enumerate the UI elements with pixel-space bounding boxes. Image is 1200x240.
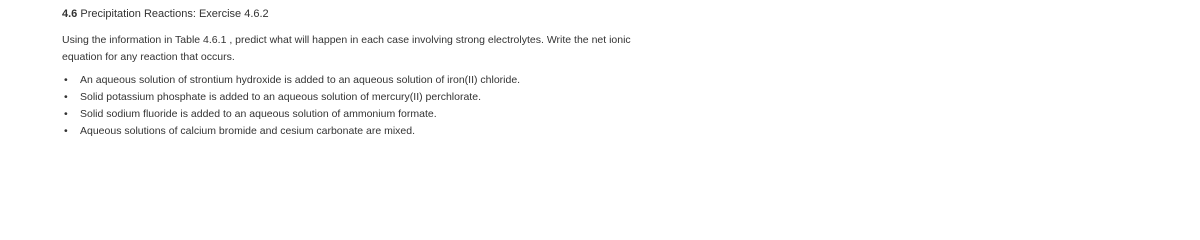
exercise-parts-list xyxy=(62,72,520,140)
exercise-part xyxy=(62,106,520,123)
bullet-icon: • xyxy=(64,74,68,86)
exercise-part-text: Aqueous solutions of calcium bromide and cesium carbonate are mixed. xyxy=(80,125,416,137)
exercise-part-text: An aqueous solution of strontium hydroxide is added to an aqueous solution of iron(II) chloride. xyxy=(80,74,521,86)
exercise-intro: Using the information in Table 4.6.1 , predict what will happen in each case involving strong electrolytes. Write the net ionic equation for any reaction that occurs. xyxy=(62,34,631,63)
exercise-title xyxy=(62,7,269,21)
bullet-icon: • xyxy=(64,125,68,137)
exercise-part xyxy=(62,89,520,106)
exercise-part-text: Solid potassium phosphate is added to an aqueous solution of mercury(II) perchlorate. xyxy=(80,91,481,103)
exercise-part xyxy=(62,72,520,89)
exercise-part-text: Solid sodium fluoride is added to an aqueous solution of ammonium formate. xyxy=(80,108,437,120)
bullet-icon: • xyxy=(64,108,68,120)
bullet-icon: • xyxy=(64,91,68,103)
exercise-title-text: Precipitation Reactions: Exercise 4.6.2 xyxy=(80,8,269,20)
exercise-part xyxy=(62,123,520,140)
section-number: 4.6 xyxy=(62,8,78,20)
